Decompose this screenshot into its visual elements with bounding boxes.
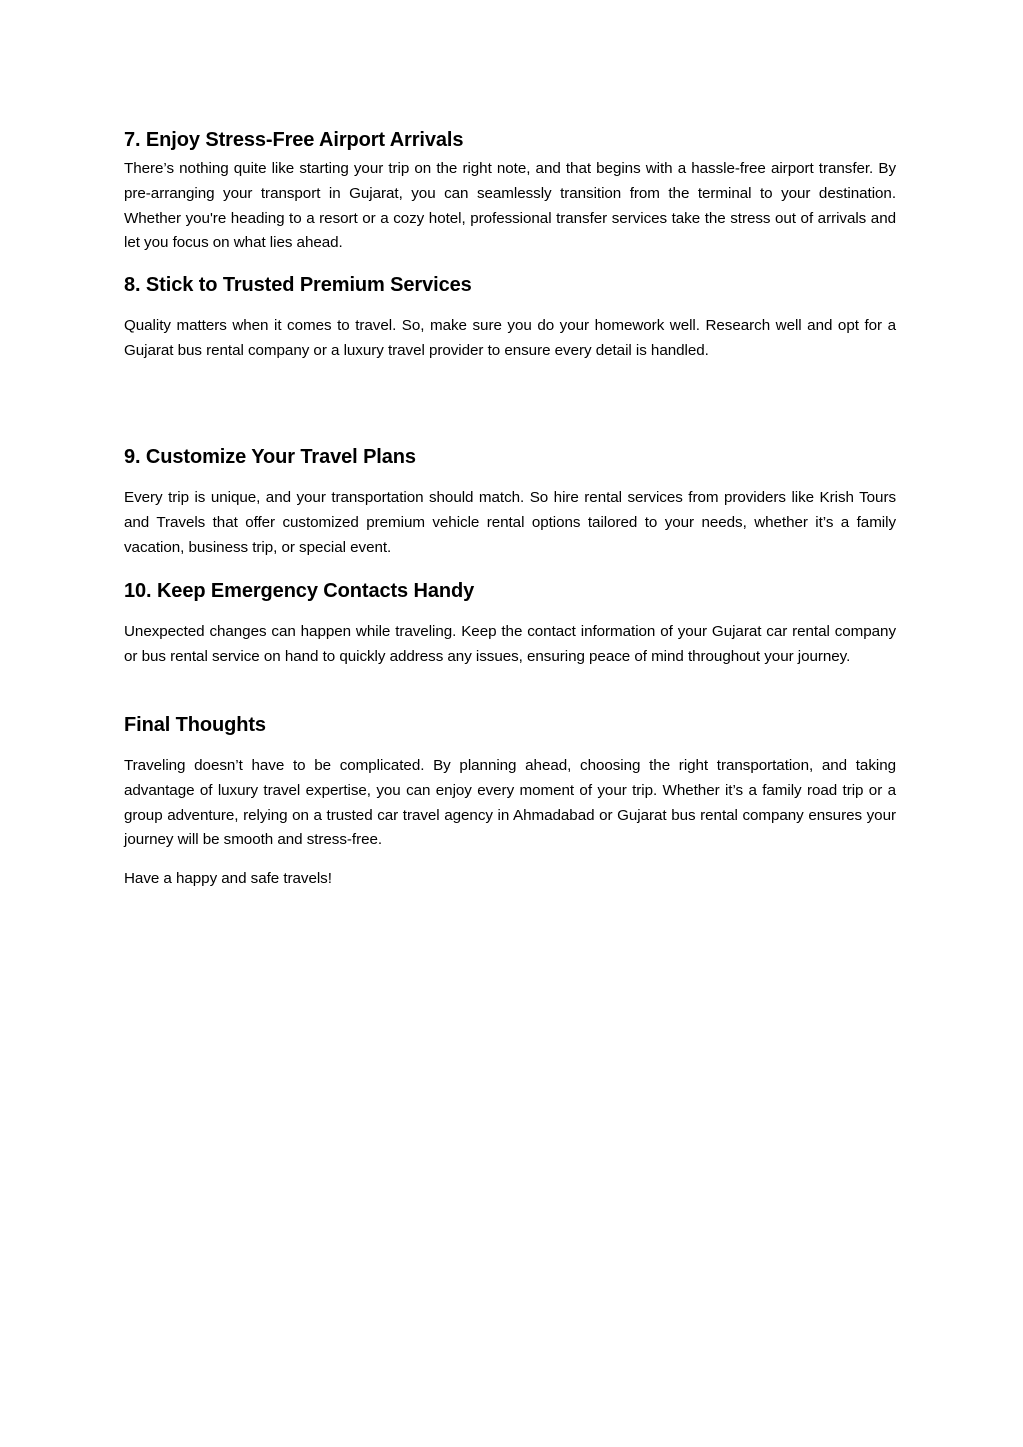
section-body: Quality matters when it comes to travel. So, make sure you do your homework well. Research well and opt for a Gujarat bus rental company or a luxury travel provider to ensure every detail is handled. (124, 317, 896, 359)
section-body: Unexpected changes can happen while traveling. Keep the contact information of your Gujarat car rental company or bus rental service on hand to quickly address any issues, ensuring peace of mind throughout your journey. (124, 623, 896, 665)
section-trusted-services (124, 272, 896, 364)
section-heading: 7. Enjoy Stress-Free Airport Arrivals (124, 129, 464, 151)
section-heading: 10. Keep Emergency Contacts Handy (124, 580, 475, 602)
section-heading: Final Thoughts (124, 714, 266, 736)
section-emergency-contacts (124, 578, 896, 670)
section-heading: 9. Customize Your Travel Plans (124, 446, 416, 468)
section-body: There’s nothing quite like starting your trip on the right note, and that begins with a hassle-free airport transfer. By pre-arranging your transport in Gujarat, you can seamlessly transition from the terminal to your destination. Whether you're heading to a resort or a cozy hotel, professional transfer services take the stress out of arrivals and let you focus on what lies ahead. (124, 160, 896, 252)
section-body: Traveling doesn’t have to be complicated. By planning ahead, choosing the right transportation, and taking advantage of luxury travel expertise, you can enjoy every moment of your trip. Whether it’s a family road trip or a group adventure, relying on a trusted car travel agency in Ahmadabad or Gujarat bus rental company ensures your journey will be smooth and stress-free. (124, 757, 896, 849)
section-airport-arrivals (124, 127, 896, 256)
section-customize-plans (124, 444, 896, 560)
section-body: Every trip is unique, and your transportation should match. So hire rental services from providers like Krish Tours and Travels that offer customized premium vehicle rental options tailored to your needs, whether it’s a family vacation, business trip, or special event. (124, 489, 896, 556)
section-heading: 8. Stick to Trusted Premium Services (124, 274, 472, 296)
closing-line: Have a happy and safe travels! (124, 870, 332, 888)
section-final-thoughts (124, 712, 896, 892)
